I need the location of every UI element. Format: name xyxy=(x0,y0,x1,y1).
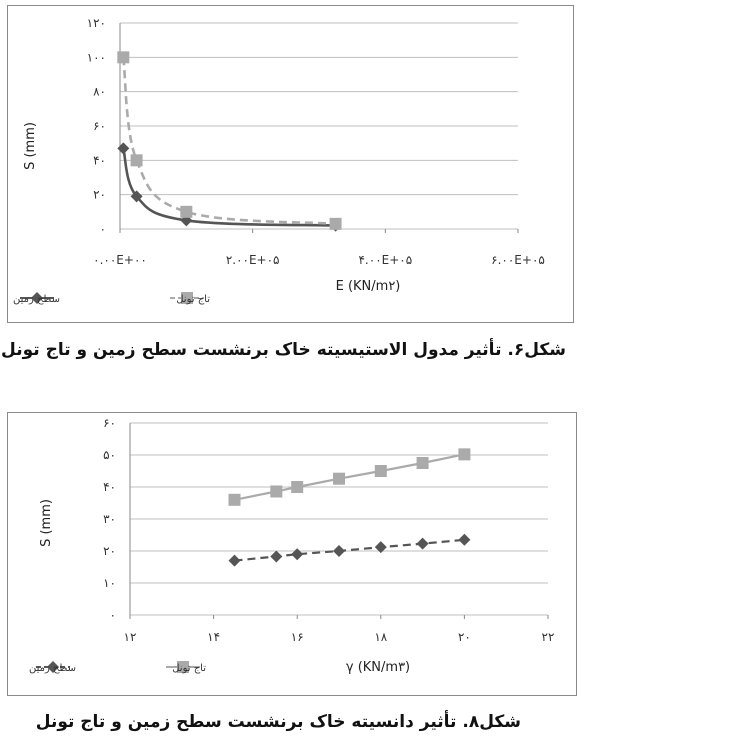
chart1-series-1-point-1 xyxy=(131,154,143,166)
chart-density xyxy=(7,412,577,696)
chart2-series-1-point-1 xyxy=(270,485,282,497)
chart1-y-tick-label-1: ۲۰ xyxy=(93,187,106,202)
chart2-series-0-point-1 xyxy=(270,550,282,562)
chart2-legend-label-0: سطح زمین xyxy=(28,663,76,674)
chart2-series-0-point-3 xyxy=(333,545,345,557)
chart-density-plot xyxy=(8,413,576,695)
chart1-legend-label-1: تاج تونل xyxy=(176,294,210,305)
chart2-y-tick-label-4: ۴۰ xyxy=(103,480,116,494)
chart2-x-tick-label-3: ۱۸ xyxy=(374,630,388,644)
chart2-series-1-point-3 xyxy=(333,473,345,485)
chart2-series-1-point-2 xyxy=(291,481,303,493)
chart1-series-1-line xyxy=(123,57,335,224)
chart2-y-tick-label-2: ۲۰ xyxy=(103,544,116,558)
chart1-x-tick-label-1: ۲.۰۰E+۰۵ xyxy=(225,253,280,267)
figure-caption-8: شکل۸. تأثیر دانسیته خاک برنشست سطح زمین و تاج تونل xyxy=(35,712,521,732)
chart2-series-0-point-2 xyxy=(291,548,303,560)
chart-elastic-modulus-plot xyxy=(8,6,573,322)
chart2-legend-label-1: تاج تونل xyxy=(172,663,206,674)
chart1-x-tick-label-2: ۴.۰۰E+۰۵ xyxy=(358,253,413,267)
chart2-series-0-point-6 xyxy=(458,534,470,546)
chart2-y-tick-label-1: ۱۰ xyxy=(103,576,116,590)
chart2-series-0-line xyxy=(235,540,465,561)
chart2-x-tick-label-2: ۱۶ xyxy=(290,630,304,644)
chart2-series-0-point-5 xyxy=(417,538,429,550)
chart2-x-tick-label-1: ۱۴ xyxy=(207,630,221,644)
figure-caption-6: شکل۶. تأثیر مدول الاستیسیته خاک برنشست سطح زمین و تاج تونل xyxy=(1,340,566,360)
chart1-x-axis-label: E (KN/m۲) xyxy=(335,279,401,294)
chart2-x-tick-label-5: ۲۲ xyxy=(541,630,555,644)
chart2-series-1-point-4 xyxy=(375,465,387,477)
chart1-y-axis-label: S (mm) xyxy=(23,122,38,170)
chart1-y-tick-label-2: ۴۰ xyxy=(93,153,106,168)
chart1-y-tick-label-4: ۸۰ xyxy=(93,84,106,99)
chart2-y-axis-label: S (mm) xyxy=(39,499,54,547)
chart2-series-1-point-6 xyxy=(458,448,470,460)
chart1-y-tick-label-3: ۶۰ xyxy=(93,119,106,133)
chart1-y-tick-label-5: ۱۰۰ xyxy=(86,50,106,65)
chart-elastic-modulus xyxy=(7,5,574,323)
chart2-x-tick-label-0: ۱۲ xyxy=(123,630,137,644)
chart1-series-0-point-0 xyxy=(117,142,129,154)
chart2-series-0-point-0 xyxy=(229,555,241,567)
chart1-x-tick-label-3: ۶.۰۰E+۰۵ xyxy=(491,253,545,267)
chart1-series-1-point-2 xyxy=(180,206,192,218)
chart1-y-tick-label-6: ۱۲۰ xyxy=(86,16,106,30)
chart1-series-1-point-3 xyxy=(330,218,342,230)
chart2-series-1-point-0 xyxy=(229,494,241,506)
chart2-y-tick-label-6: ۶۰ xyxy=(103,416,116,430)
chart2-y-tick-label-3: ۳۰ xyxy=(103,512,116,526)
chart1-legend-label-0: سطح زمین xyxy=(12,294,60,305)
chart2-y-tick-label-0: ۰ xyxy=(109,608,116,622)
chart2-series-1-line xyxy=(235,454,465,499)
chart2-x-tick-label-4: ۲۰ xyxy=(457,630,471,644)
chart1-x-tick-label-0: ۰.۰۰E+۰۰ xyxy=(93,253,147,267)
chart2-x-axis-label: γ (KN/m۳) xyxy=(345,660,411,675)
chart1-y-tick-label-0: ۰ xyxy=(99,222,106,236)
chart2-y-tick-label-5: ۵۰ xyxy=(103,448,116,462)
chart2-series-1-point-5 xyxy=(417,457,429,469)
chart1-series-1-point-0 xyxy=(117,51,129,63)
